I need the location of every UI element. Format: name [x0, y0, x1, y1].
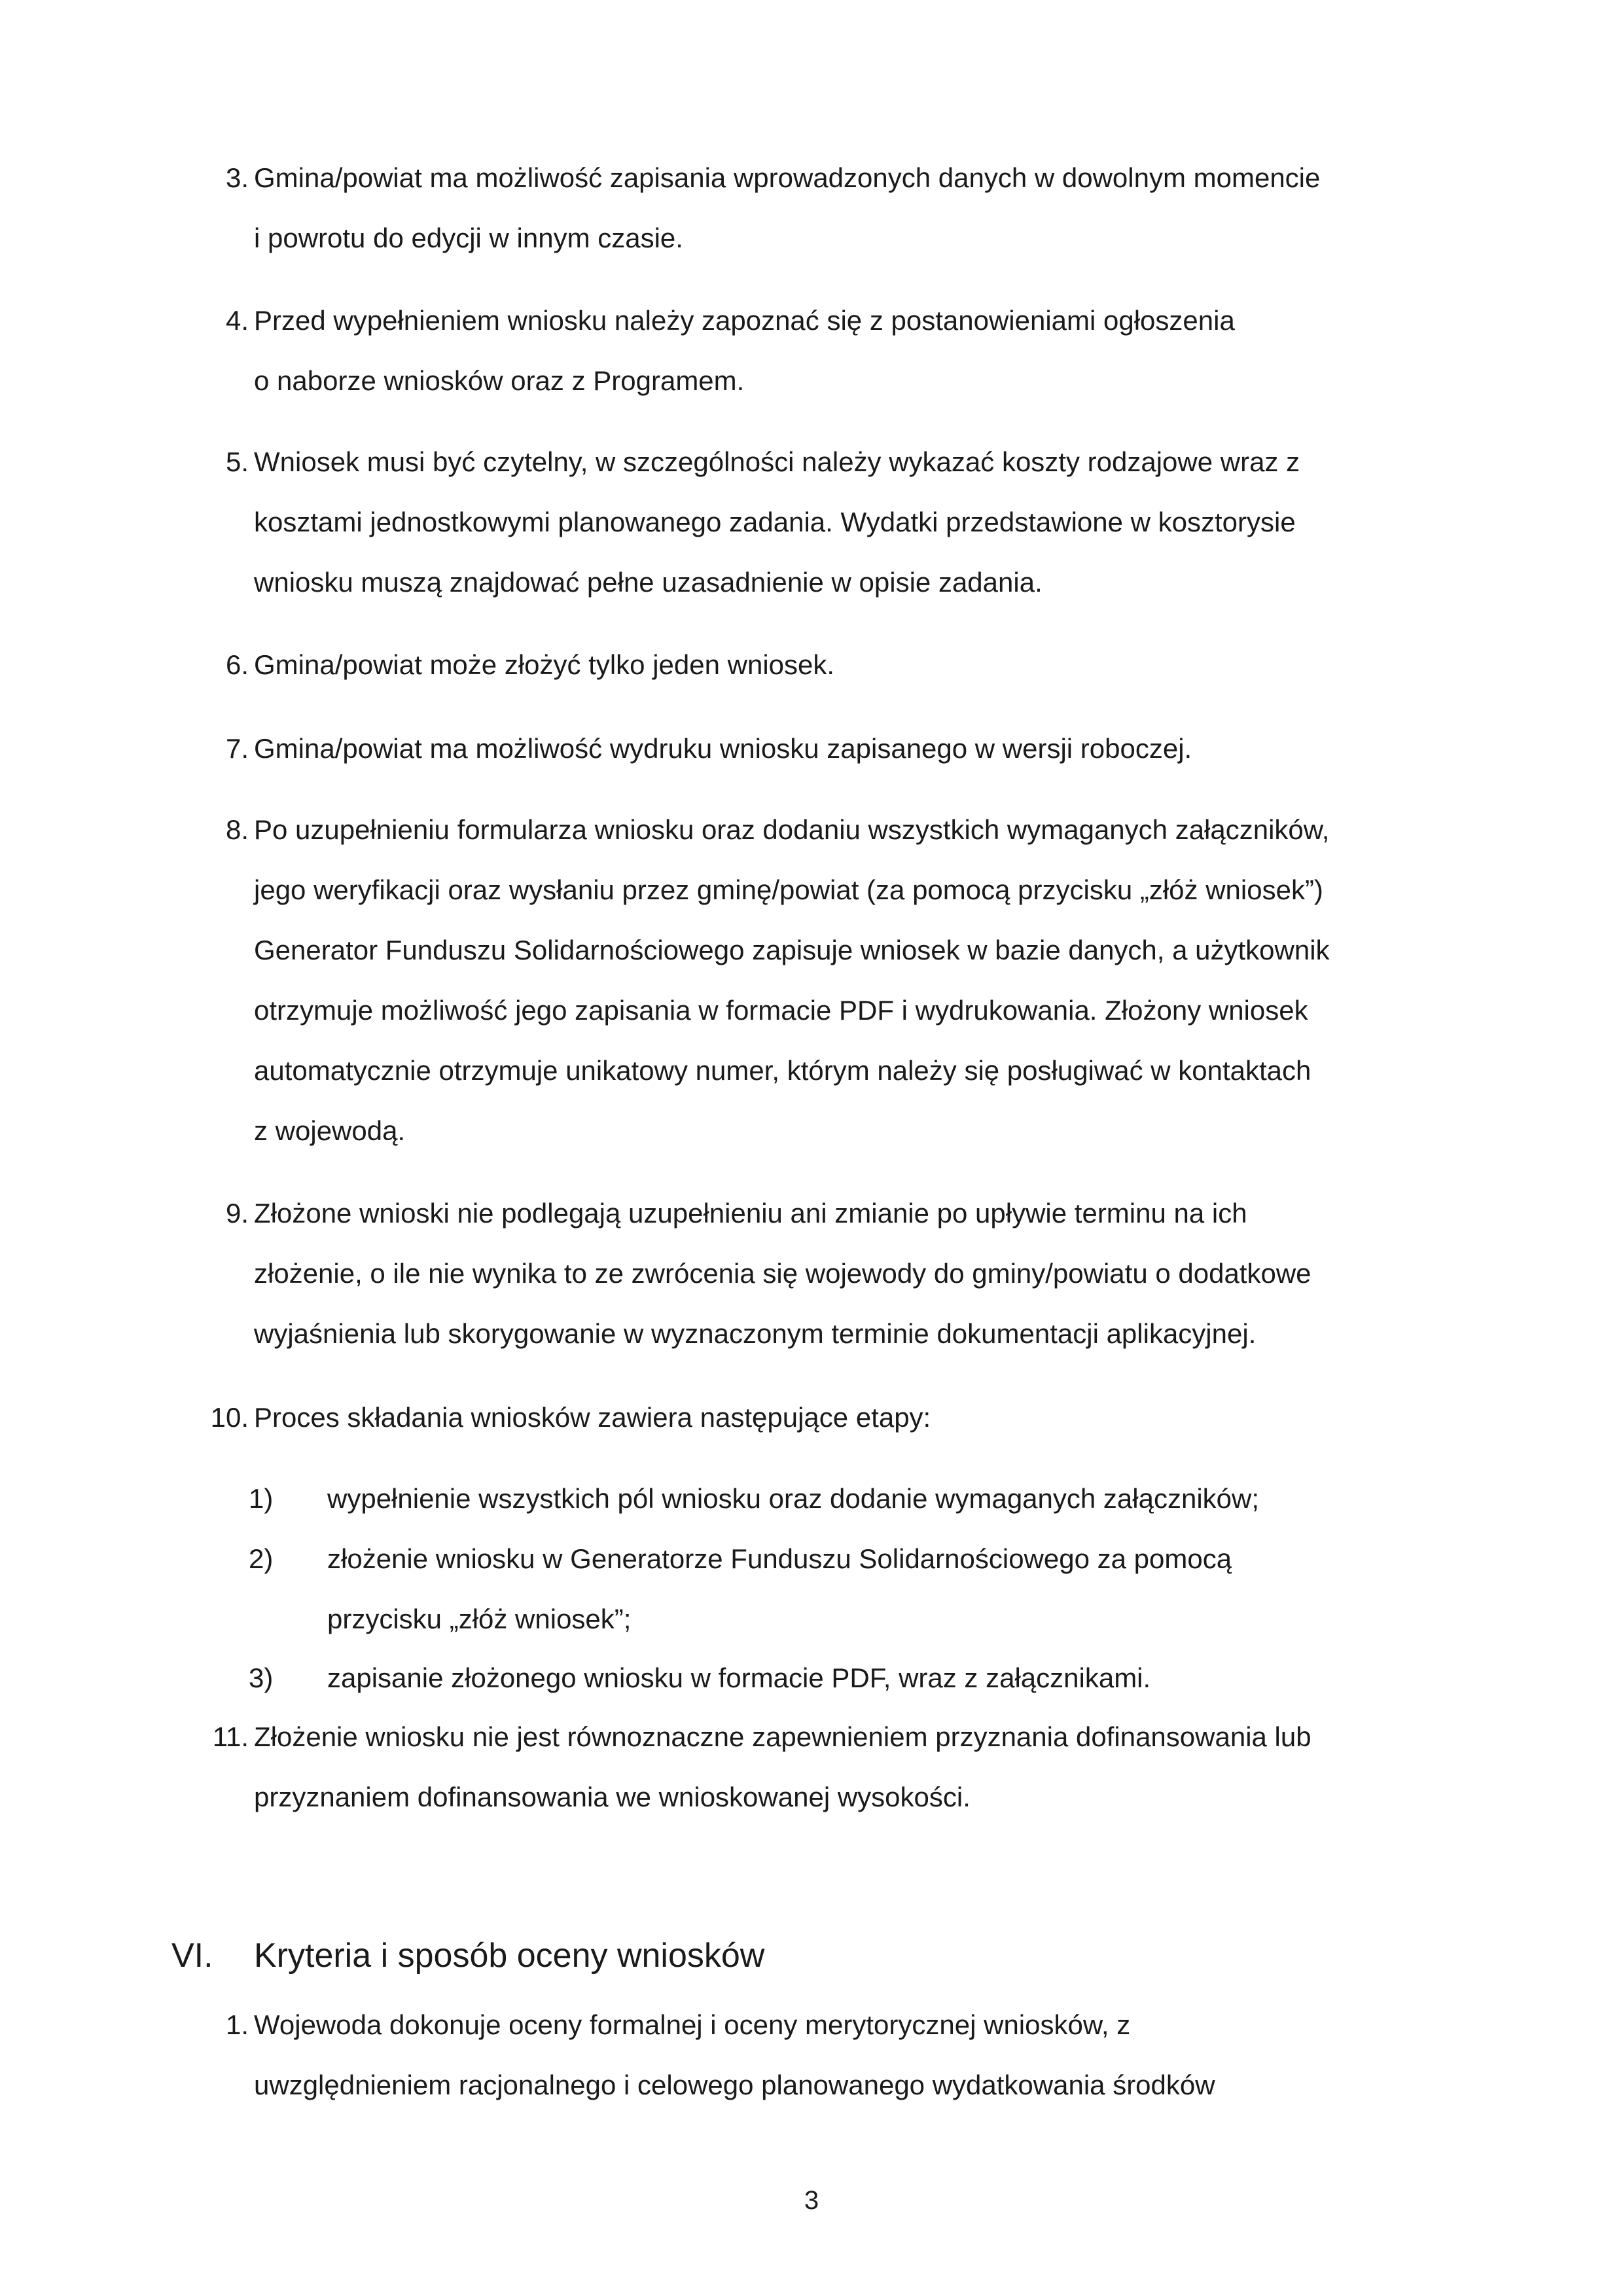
- section-title: Kryteria i sposób oceny wniosków: [254, 1937, 765, 1975]
- list-number: 8.: [225, 814, 249, 845]
- text-line: przyznaniem dofinansowania we wnioskowanej wysokości.: [254, 1782, 971, 1812]
- list-text: [254, 1995, 1438, 2115]
- sub-number: 3): [249, 1662, 274, 1693]
- text-line: wniosku muszą znajdować pełne uzasadnienie w opisie zadania.: [254, 567, 1043, 598]
- text-line: Złożenie wniosku nie jest równoznaczne zapewnieniem przyznania dofinansowania lub: [254, 1721, 1311, 1752]
- list-text: [254, 800, 1438, 1161]
- text-line: Proces składania wniosków zawiera następujące etapy:: [254, 1402, 931, 1433]
- list-number: 1.: [225, 2009, 249, 2040]
- text-line: o naborze wniosków oraz z Programem.: [254, 365, 745, 396]
- text-line: złożenie, o ile nie wynika to ze zwrócenia się wojewody do gminy/powiatu o dodatkowe: [254, 1258, 1311, 1289]
- list-text: [254, 432, 1438, 613]
- text-line: Wniosek musi być czytelny, w szczególności należy wykazać koszty rodzajowe wraz z: [254, 446, 1300, 477]
- text-line: złożenie wniosku w Generatorze Funduszu Solidarnościowego za pomocą: [327, 1543, 1232, 1574]
- list-number: 4.: [225, 305, 249, 336]
- list-text: [254, 719, 1438, 779]
- text-line: Przed wypełnieniem wniosku należy zapoznać się z postanowieniami ogłoszenia: [254, 305, 1235, 336]
- text-line: otrzymuje możliwość jego zapisania w formacie PDF i wydrukowania. Złożony wniosek: [254, 995, 1308, 1026]
- text-line: automatycznie otrzymuje unikatowy numer, którym należy się posługiwać w kontaktach: [254, 1055, 1311, 1086]
- text-line: jego weryfikacji oraz wysłaniu przez gminę/powiat (za pomocą przycisku „złóż wniosek”): [254, 874, 1323, 905]
- text-line: wyjaśnienia lub skorygowanie w wyznaczonym terminie dokumentacji aplikacyjnej.: [254, 1318, 1257, 1349]
- text-line: kosztami jednostkowymi planowanego zadania. Wydatki przedstawione w kosztorysie: [254, 507, 1296, 537]
- sub-number: 2): [249, 1543, 274, 1574]
- list-number: 11.: [212, 1721, 249, 1752]
- text-line: zapisanie złożonego wniosku w formacie PDF, wraz z załącznikami.: [327, 1662, 1151, 1693]
- text-line: Po uzupełnieniu formularza wniosku oraz dodaniu wszystkich wymaganych załączników,: [254, 814, 1330, 845]
- list-text: [254, 291, 1438, 411]
- list-number: 5.: [225, 446, 249, 477]
- list-number: 3.: [225, 162, 249, 193]
- text-line: Gmina/powiat ma możliwość zapisania wprowadzonych danych w dowolnym momencie: [254, 162, 1321, 193]
- sub-text: [327, 1469, 1348, 1529]
- list-text: [254, 1183, 1438, 1364]
- list-text: [254, 1388, 1438, 1448]
- text-line: i powrotu do edycji w innym czasie.: [254, 223, 683, 253]
- text-line: Złożone wnioski nie podlegają uzupełnieniu ani zmianie po upływie terminu na ich: [254, 1198, 1247, 1229]
- text-line: z wojewodą.: [254, 1115, 406, 1146]
- sub-number: 1): [249, 1483, 274, 1514]
- sub-text: [327, 1529, 1348, 1649]
- text-line: Gmina/powiat może złożyć tylko jeden wniosek.: [254, 649, 835, 680]
- text-line: Gmina/powiat ma możliwość wydruku wniosku zapisanego w wersji roboczej.: [254, 733, 1192, 764]
- list-text: [254, 1707, 1438, 1827]
- text-line: Generator Funduszu Solidarnościowego zapisuje wniosek w bazie danych, a użytkownik: [254, 935, 1330, 965]
- text-line: przycisku „złóż wniosek”;: [327, 1604, 632, 1634]
- list-text: [254, 635, 1438, 695]
- section-number: VI.: [171, 1937, 213, 1975]
- text-line: Wojewoda dokonuje oceny formalnej i oceny merytorycznej wniosków, z: [254, 2009, 1131, 2040]
- page-number: 3: [804, 2186, 819, 2215]
- text-line: uwzględnieniem racjonalnego i celowego planowanego wydatkowania środków: [254, 2070, 1215, 2100]
- list-number: 6.: [225, 649, 249, 680]
- list-number: 7.: [225, 733, 249, 764]
- list-number: 10.: [210, 1402, 249, 1433]
- sub-text: [327, 1648, 1348, 1708]
- list-text: [254, 148, 1438, 268]
- text-line: wypełnienie wszystkich pól wniosku oraz dodanie wymaganych załączników;: [327, 1483, 1260, 1514]
- list-number: 9.: [225, 1198, 249, 1229]
